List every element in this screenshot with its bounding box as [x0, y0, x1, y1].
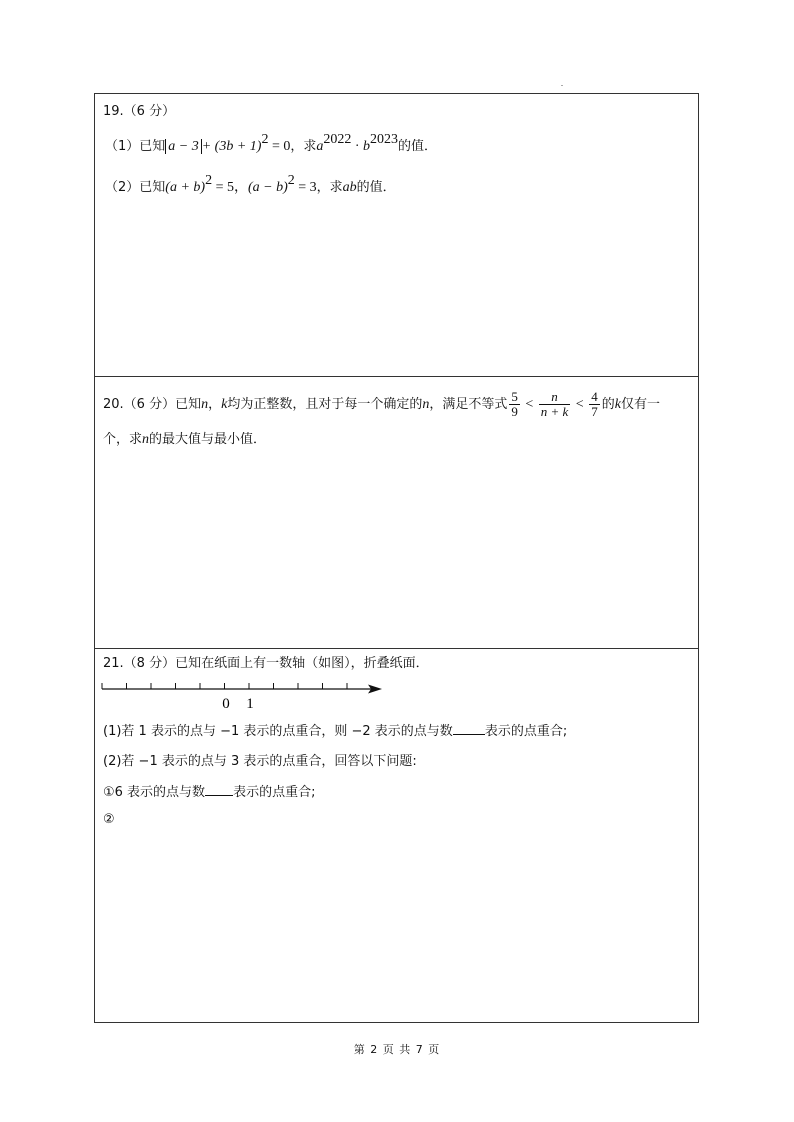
- fraction-4-7-denominator: 7: [591, 404, 598, 419]
- q20-line1: [103, 390, 660, 420]
- q21-part1-a: (1)若 1 表示的点与 −1 表示的点重合，则 −2 表示的点与数: [103, 724, 453, 739]
- fraction-n-denominator: n + k: [540, 404, 569, 419]
- q20-var-n: n: [201, 397, 209, 412]
- q20-line2-b: 的最大值与最小值．: [149, 432, 267, 447]
- q19-part1-a-exp: 2022: [323, 132, 352, 147]
- fraction-4-7-numerator: 4: [591, 389, 598, 404]
- q20-var-n-2: n: [422, 397, 430, 412]
- q19-part1-a: a: [316, 139, 324, 154]
- q20-var-k: k: [221, 397, 228, 412]
- q19-part2-value1: = 5，: [212, 180, 248, 195]
- fraction-4-7: [589, 390, 600, 419]
- q19-part1-ask: ，求: [290, 139, 317, 154]
- q20-line2-a: 个，求: [103, 432, 143, 447]
- answer-sheet: [94, 93, 699, 1023]
- page-footer: 第 2 页 共 7 页: [353, 1043, 441, 1056]
- q20-text3: 的: [601, 397, 615, 412]
- q21-sub1-a: ①6 表示的点与数: [103, 785, 206, 800]
- q19-part2-suffix: 的值．: [356, 180, 396, 195]
- fraction-5-9-denominator: 9: [511, 404, 518, 419]
- q19-part2-exp1: 2: [205, 173, 213, 188]
- q21-sub1-answer-blank[interactable]: [205, 783, 233, 796]
- q21-part1-answer-blank[interactable]: [453, 722, 485, 735]
- q21-part1: [103, 722, 567, 742]
- q19-part1-square: + (3b + 1): [201, 139, 262, 154]
- q19-part1-b: b: [363, 139, 371, 154]
- q21-part2: (2)若 −1 表示的点与 3 表示的点重合，回答以下问题:: [103, 754, 417, 769]
- question-19-box: [95, 94, 698, 376]
- question-21-box: [95, 648, 698, 1023]
- q19-part1-exponent: 2: [261, 132, 269, 147]
- number-line-ticks: [102, 683, 347, 689]
- fraction-5-9-numerator: 5: [511, 389, 518, 404]
- number-line-label-zero: 0: [222, 696, 230, 711]
- q19-part1-equals: = 0: [268, 139, 291, 154]
- number-line-label-one: 1: [246, 696, 254, 711]
- q20-header: 20.（6 分）已知: [103, 397, 202, 412]
- q20-line2: [103, 430, 266, 450]
- fraction-n-numerator: n: [539, 390, 571, 405]
- q19-part1-b-exp: 2023: [370, 132, 399, 147]
- q19-part2-term1: (a + b): [165, 180, 206, 195]
- q20-text2: ，满足不等式: [429, 397, 508, 412]
- q20-var-k-2: k: [614, 397, 621, 412]
- q19-part2-exp2: 2: [287, 173, 295, 188]
- q19-part1: [105, 132, 438, 157]
- fraction-5-9: [509, 390, 520, 419]
- q20-var-n-3: n: [142, 432, 150, 447]
- q19-header: 19.（6 分）: [103, 104, 176, 119]
- q19-part2-value2: = 3: [294, 180, 317, 195]
- q19-part1-dot: ·: [351, 139, 364, 154]
- q21-sub2: ②: [103, 812, 115, 827]
- q19-part1-prefix: （1）已知: [105, 139, 166, 154]
- fraction-n-over-n-plus-k: [539, 390, 571, 419]
- q19-part2-prefix: （2）已知: [105, 180, 166, 195]
- q21-header: 21.（8 分）已知在纸面上有一数轴（如图），折叠纸面．: [103, 656, 429, 671]
- question-20-box: [95, 376, 698, 648]
- q19-part2-ask: ，求: [316, 180, 343, 195]
- q19-part1-abs: a − 3: [165, 139, 201, 154]
- q20-text1: 均为正整数，且对于每一个确定的: [227, 397, 423, 412]
- number-line-figure: [100, 679, 385, 711]
- q19-part2-ab: ab: [342, 180, 357, 195]
- q19-part1-suffix: 的值．: [398, 139, 438, 154]
- scan-speck: [561, 85, 563, 86]
- q21-sub1-b: 表示的点重合;: [233, 785, 316, 800]
- q20-comma: ，: [208, 397, 222, 412]
- q21-sub1: [103, 783, 315, 803]
- less-than-1: <: [521, 397, 537, 412]
- q19-part2: [105, 173, 396, 198]
- q19-part2-term2: (a − b): [247, 180, 288, 195]
- q21-part1-b: 表示的点重合;: [484, 724, 568, 739]
- q20-text4: 仅有一: [620, 397, 660, 412]
- less-than-2: <: [572, 397, 588, 412]
